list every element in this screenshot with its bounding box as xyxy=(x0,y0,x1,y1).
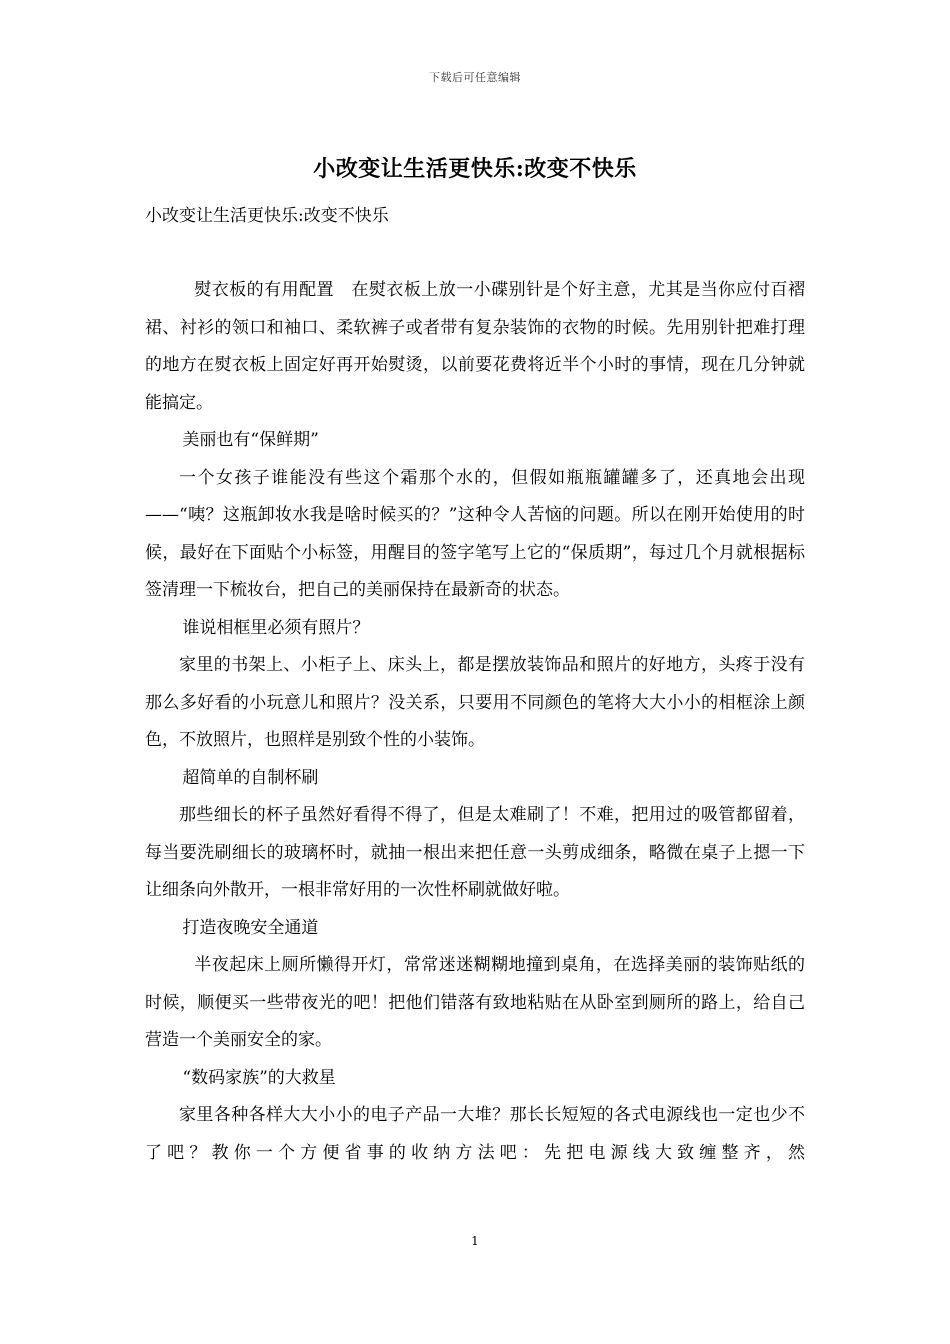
heading-night-passage: 打造夜晚安全通道 xyxy=(182,917,319,938)
page-header: 下载后可任意编辑 xyxy=(429,71,521,84)
document-body xyxy=(145,272,805,1172)
paragraph-ironing-board: 熨衣板的有用配置 在熨衣板上放一小碟别针是个好主意，尤其是当你应付百褶裙、衬衫的领口和袖口、柔软裤子或者带有复杂装饰的衣物的时候。先用别针把难打理的地方在熨衣板上固定好再开始熨烫，以前要花费将近半个小时的事情，现在几分钟就能搞定。 xyxy=(145,280,805,413)
paragraph-cup-brush: 那些细长的杯子虽然好看得不得了，但是太难刷了！不难，把用过的吸管都留着，每当要洗刷细长的玻璃杯时，就抽一根出来把任意一头剪成细条，略微在桌子上摁一下让细条向外散开，一根非常好用的一次性杯刷就做好啦。 xyxy=(145,805,805,900)
paragraph-photo-frame: 家里的书架上、小柜子上、床头上，都是摆放装饰品和照片的好地方，头疼于没有那么多好看的小玩意儿和照片？没关系，只要用不同颜色的笔将大大小小的相框涂上颜色，不放照片，也照样是别致个性的小装饰。 xyxy=(145,655,805,750)
heading-photo-frame: 谁说相框里必须有照片？ xyxy=(182,617,370,638)
document-title: 小改变让生活更快乐:改变不快乐 xyxy=(313,156,637,182)
heading-beauty-shelf-life: 美丽也有“保鲜期” xyxy=(182,430,319,450)
heading-cup-brush: 超简单的自制杯刷 xyxy=(182,767,319,788)
paragraph-beauty-shelf-life: 一个女孩子谁能没有些这个霜那个水的，但假如瓶瓶罐罐多了，还真地会出现——“咦？这瓶卸妆水我是啥时候买的？”这种令人苦恼的问题。所以在刚开始使用的时候，最好在下面贴个小标签，用醒目的签字笔写上它的“保质期”，每过几个月就根据标签清理一下梳妆台，把自己的美丽保持在最新奇的状态。 xyxy=(145,467,805,600)
document-subtitle: 小改变让生活更快乐:改变不快乐 xyxy=(145,206,389,226)
paragraph-digital-family: 家里各种各样大大小小的电子产品一大堆？那长长短短的各式电源线也一定也少不了吧？教你一个方便省事的收纳方法吧：先把电源线大致缠整齐，然 xyxy=(145,1105,805,1163)
paragraph-night-passage: 半夜起床上厕所懒得开灯，常常迷迷糊糊地撞到桌角，在选择美丽的装饰贴纸的时候，顺便买一些带夜光的吧！把他们错落有致地粘贴在从卧室到厕所的路上，给自己营造一个美丽安全的家。 xyxy=(145,955,805,1050)
page-number: 1 xyxy=(471,1234,479,1248)
heading-digital-family: “数码家族”的大救星 xyxy=(182,1067,336,1088)
